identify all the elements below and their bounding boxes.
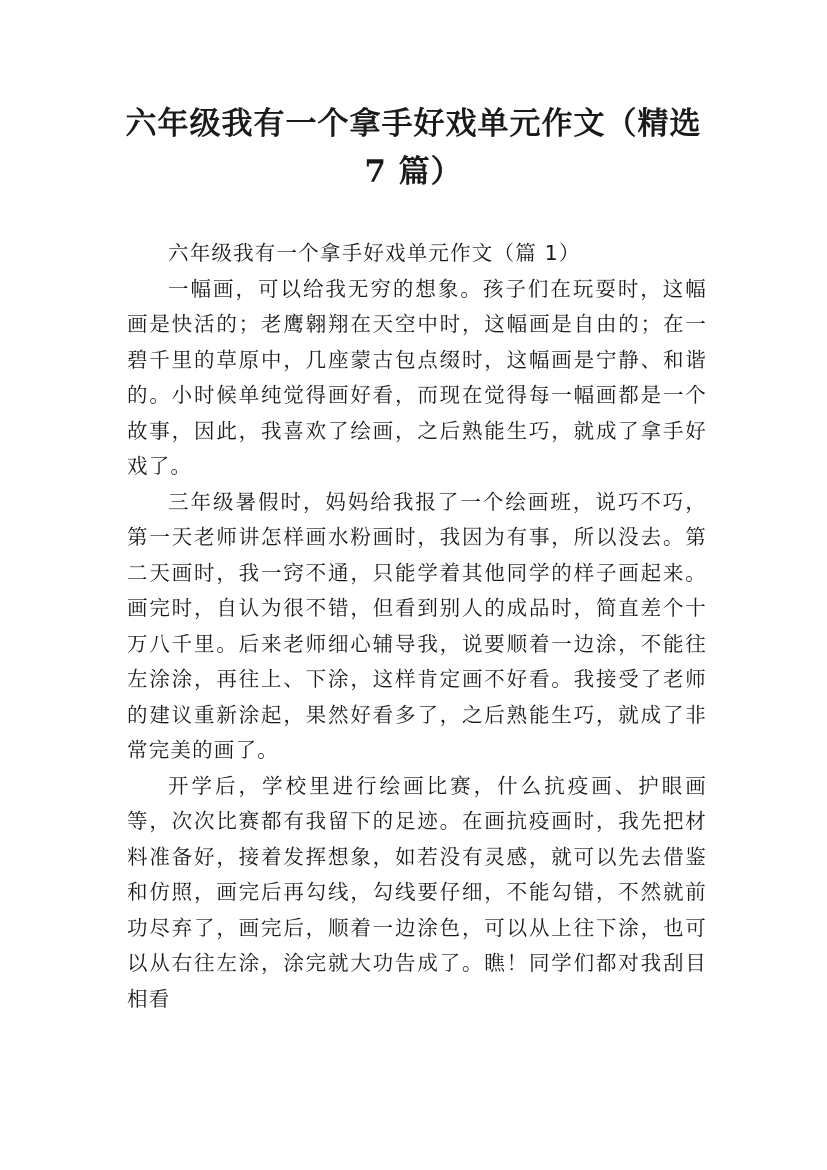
document-body (127, 236, 707, 1017)
paragraph-3: 开学后，学校里进行绘画比赛，什么抗疫画、护眼画等，次次比赛都有我留下的足迹。在画抗疫画时，我先把材料准备好，接着发挥想象，如若没有灵感，就可以先去借鉴和仿照，画完后再勾线，勾线要仔细，不能勾错，不然就前功尽弃了，画完后，顺着一边涂色，可以从上往下涂，也可以从右往左涂，涂完就大功告成了。瞧！同学们都对我刮目相看 (127, 773, 707, 1011)
paragraph-1: 一幅画，可以给我无穷的想象。孩子们在玩耍时，这幅画是快活的；老鹰翱翔在天空中时，这幅画是自由的；在一碧千里的草原中，几座蒙古包点缀时，这幅画是宁静、和谐的。小时候单纯觉得画好看，而现在觉得每一幅画都是一个故事，因此，我喜欢了绘画，之后熟能生巧，就成了拿手好戏了。 (127, 276, 707, 478)
document-title: 六年级我有一个拿手好戏单元作文（精选 7 篇） (125, 106, 702, 190)
section-subtitle: 六年级我有一个拿手好戏单元作文（篇 1） (168, 241, 581, 265)
paragraph-2: 三年级暑假时，妈妈给我报了一个绘画班，说巧不巧，第一天老师讲怎样画水粉画时，我因为有事，所以没去。第二天画时，我一窍不通，只能学着其他同学的样子画起来。画完时，自认为很不错，但看到别人的成品时，简直差个十万八千里。后来老师细心辅导我，说要顺着一边涂，不能往左涂涂，再往上、下涂，这样肯定画不好看。我接受了老师的建议重新涂起，果然好看多了，之后熟能生巧，就成了非常完美的画了。 (127, 489, 707, 762)
